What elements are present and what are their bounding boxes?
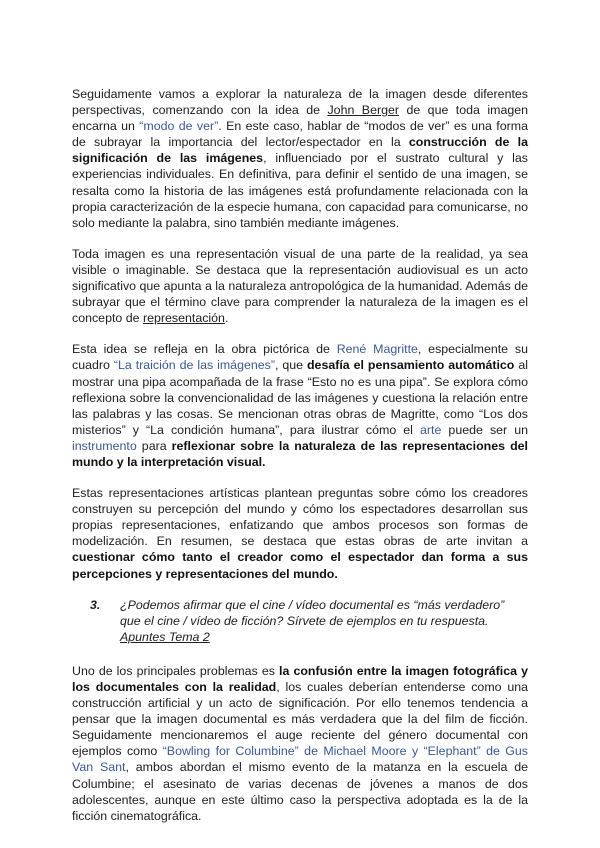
link-modo-de-ver[interactable]: “modo de ver” [139, 119, 219, 134]
bold-text: la confusión entre la imagen fotográfica y los documentales con la realidad [72, 663, 528, 694]
paragraph-magritte [72, 341, 528, 470]
paragraph-berger [72, 86, 528, 231]
text: puede ser un [441, 422, 529, 437]
bold-text: construcción de la significación de las imágenes [72, 135, 528, 166]
text: para [136, 438, 172, 453]
text: , influenciado por el sustrato cultural y las experiencias individuales. En definitiva, para definir el sentido de una imagen, se resalta como la historia de las imágenes está profundamente relacionada con la propia caracterización de la especie humana, con capacidad para comunicarse, no solo mediante la palabra, sino también mediante imágenes. [72, 151, 528, 230]
text: de que toda imagen encarna un [72, 103, 529, 134]
question-3 [72, 597, 528, 645]
link-apuntes-tema-2[interactable]: Apuntes Tema 2 [120, 629, 210, 644]
bold-text: cuestionar cómo tanto el creador como el espectador dan forma a sus percepciones y representaciones del mundo. [72, 550, 528, 581]
link-rene-magritte[interactable]: René Magritte [336, 342, 418, 357]
text: Toda imagen es una representación visual de una parte de la realidad, ya sea visible o imaginable. Se destaca que la representación audiovisual es un acto significativo que apunta a la naturaleza antropológica de la humanidad. Además de subrayar que el término clave para comprender la naturaleza de la imagen es el concepto de [72, 246, 529, 326]
text: al mostrar una pipa acompañada de la frase “Esto no es una pipa”. Se explora cómo reflexiona sobre la convencionalidad de las imágenes y cuestiona la relación entre las palabras y las cosas. Se mencionan otras obras de Magritte, como “Los dos misterios” y “La condición humana”, para ilustrar cómo el [72, 358, 528, 437]
text: , especialmente su cuadro [72, 342, 528, 373]
question-text: ¿Podemos afirmar que el cine / vídeo documental es “más verdadero” que el cine / vídeo de ficción? Sírvete de ejemplos en tu respuesta. [120, 597, 505, 628]
bold-text: desafía el pensamiento automático [306, 358, 515, 373]
link-representacion[interactable]: representación [142, 311, 225, 326]
text: . [224, 311, 229, 326]
bold-text: reflexionar sobre la naturaleza de las representaciones del mundo y la interpretación visual. [72, 438, 528, 469]
document-page [72, 86, 528, 839]
link-instrumento[interactable]: instrumento [72, 438, 137, 453]
text: Esta idea se refleja en la obra pictórica de [72, 342, 337, 357]
paragraph-representacion [72, 246, 528, 326]
link-films[interactable]: “Bowling for Columbine” de Michael Moore y “Elephant” de Gus Van Sant [72, 744, 528, 775]
paragraph-documental [72, 663, 528, 824]
link-arte[interactable]: arte [420, 422, 442, 437]
text: , ambos abordan el mismo evento de la matanza en la escuela de Columbine; el asesinato de varias decenas de jóvenes a manos de dos adolescentes, aunque en este último caso la perspectiva adoptada es la de la ficción cinematográfica. [72, 760, 528, 823]
paragraph-creadores [72, 485, 528, 582]
link-la-traicion[interactable]: “La traición de las imágenes” [113, 358, 275, 373]
question-number: 3. [90, 597, 101, 612]
text: Seguidamente vamos a explorar la naturaleza de la imagen desde diferentes perspectivas, comenzando con la idea de [72, 87, 528, 118]
link-john-berger[interactable]: John Berger [327, 103, 399, 118]
text: , que [274, 358, 307, 373]
text: , los cuales deberían entenderse como una construcción artificial y un acto de significación. Por ello tenemos tendencia a pensar que la imagen documental es más verdadera que la del film de ficción. Seguidamente mencionaremos el auge reciente del género documental con ejemplos como [72, 680, 528, 759]
text: Uno de los principales problemas es [72, 663, 280, 678]
text: Estas representaciones artísticas plantean preguntas sobre cómo los creadores construyen su percepción del mundo y cómo los espectadores desarrollan sus propias representaciones, enfatizando que ambos procesos son formas de modelización. En resumen, se destaca que estas obras de arte invitan a [72, 486, 528, 549]
text: . En este caso, hablar de “modos de ver” es una forma de subrayar la importancia del lector/espectador en la [72, 119, 528, 150]
